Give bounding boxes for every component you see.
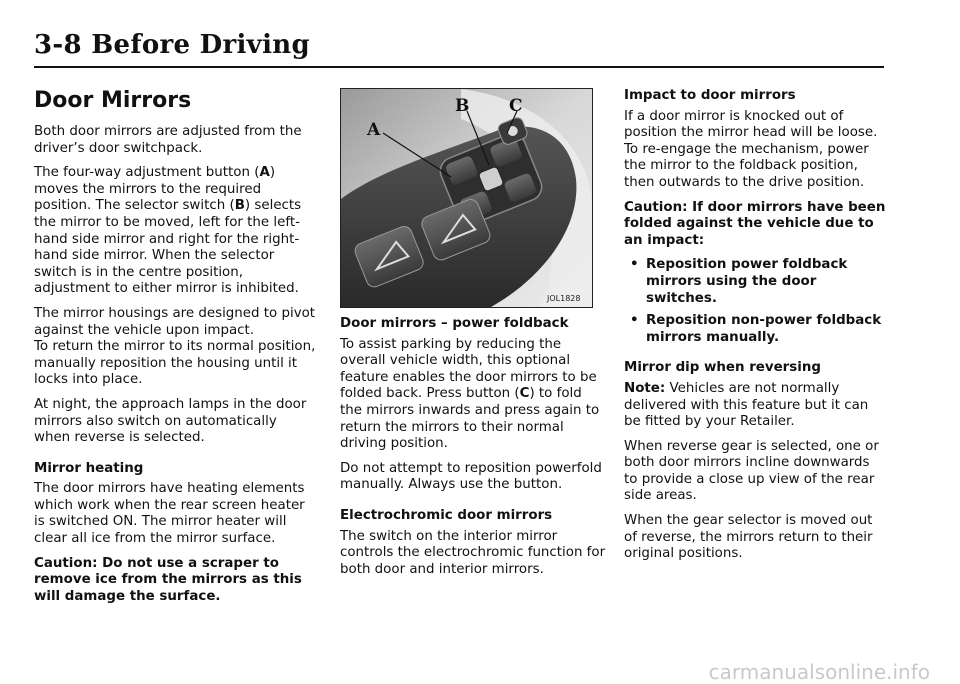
approach-lamps-paragraph: At night, the approach lamps in the door mirrors also switch on automatically when reverse is selected. <box>34 396 307 446</box>
section-heading: Door Mirrors <box>34 88 192 113</box>
foldback-paragraph <box>340 337 606 453</box>
ref-a: A <box>259 165 270 181</box>
column-right <box>624 88 886 571</box>
text-span: To assist parking by reducing the overall vehicle width, this optional feature enables the door mirrors to be folded back. Press button ( <box>340 336 597 402</box>
text-span: If a door mirror is knocked out of position the mirror head will be loose. <box>624 108 878 141</box>
note-paragraph <box>624 381 886 431</box>
header-divider <box>34 66 884 68</box>
electrochromic-heading: Electrochromic door mirrors <box>340 507 553 523</box>
watermark: carmanualsonline.info <box>708 660 930 684</box>
text-span: ) moves the mirrors to the required position. The selector switch ( <box>34 165 276 214</box>
text-span: The four-way adjustment button ( <box>34 165 260 181</box>
foldback-warning: Do not attempt to reposition powerfold manually. Always use the button. <box>340 460 602 493</box>
housing-paragraph <box>34 306 316 389</box>
impact-heading: Impact to door mirrors <box>624 88 796 103</box>
figure-label-a: A <box>367 120 381 140</box>
figure-code: JOL1828 <box>547 294 581 303</box>
figure-label-b: B <box>455 96 470 116</box>
ref-c: C <box>519 386 530 402</box>
ref-b: B <box>234 198 245 214</box>
page-title: 3-8 Before Driving <box>34 30 310 60</box>
impact-caution: Caution: If door mirrors have been folded against the vehicle due to an impact: <box>624 199 886 248</box>
page-header <box>34 30 884 68</box>
dip-heading: Mirror dip when reversing <box>624 360 821 376</box>
text-span: The mirror housings are designed to pivot against the vehicle upon impact. <box>34 305 316 338</box>
text-span: ) selects the mirror to be moved, left for the left-hand side mirror and right for the right-hand side mirror. When the selector switch is in the centre position, adjustment to either mirror is inhibited. <box>34 198 302 297</box>
impact-paragraph <box>624 109 886 192</box>
switchpack-illustration <box>341 89 592 307</box>
dip-paragraph-1: When reverse gear is selected, one or both door mirrors incline downwards to provide a close up view of the rear side areas. <box>624 438 879 504</box>
electrochromic-paragraph: The switch on the interior mirror controls the electrochromic function for both door and interior mirrors. <box>340 528 606 577</box>
heating-heading: Mirror heating <box>34 460 144 476</box>
foldback-heading: Door mirrors – power foldback <box>340 316 569 331</box>
text-span: Vehicles are not normally delivered with this feature but it can be fitted by your Retailer. <box>624 380 869 430</box>
dip-paragraph-2: When the gear selector is moved out of reverse, the mirrors return to their original positions. <box>624 513 873 562</box>
column-left <box>34 88 316 613</box>
text-span: ) to fold the mirrors inwards and press again to return the mirrors to their normal driving position. <box>340 386 600 452</box>
note-label: Note: <box>624 380 666 396</box>
text-span: To re-engage the mechanism, power the mirror to the foldback position, then outwards to the drive position. <box>624 141 869 190</box>
switchpack-figure <box>340 88 593 308</box>
intro-paragraph: Both door mirrors are adjusted from the driver’s door switchpack. <box>34 124 302 156</box>
bullet-item: • Reposition power foldback mirrors using the door switches. <box>624 257 886 307</box>
heating-paragraph: The door mirrors have heating elements which work when the rear screen heater is switched ON. The mirror heater will clear all ice from the mirror surface. <box>34 481 305 547</box>
bullet-item: • Reposition non-power foldback mirrors manually. <box>624 313 886 346</box>
column-middle <box>340 316 606 586</box>
figure-label-c: C <box>509 96 523 116</box>
adjustment-paragraph <box>34 165 316 298</box>
caution-text: Caution: Do not use a scraper to remove ice from the mirrors as this will damage the surface. <box>34 555 302 604</box>
text-span: To return the mirror to its normal position, manually reposition the housing until it locks into place. <box>34 339 316 388</box>
